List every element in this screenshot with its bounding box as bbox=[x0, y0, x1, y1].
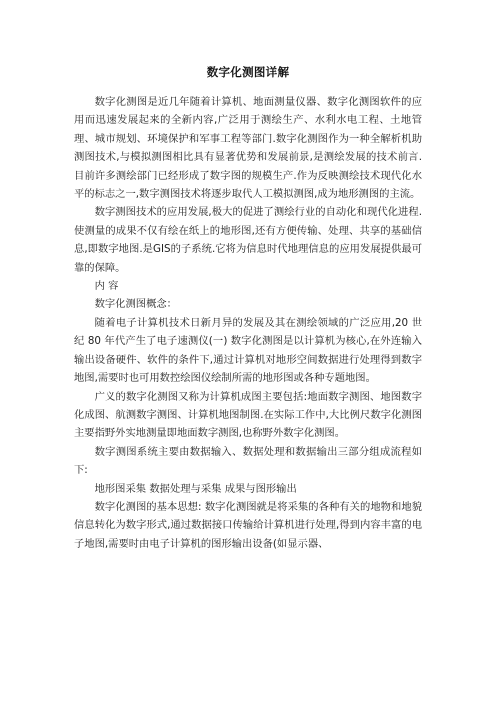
paragraph-basic-idea: 数字化测图的基本思想: 数字化测图就是将采集的各种有关的地物和地貌信息转化为数字形式,通过数据接口传输给计算机进行处理,得到内容丰富的电子地图,需要时由电子计算机的图形输出设备(如显示器、 bbox=[74, 500, 422, 550]
document-body bbox=[74, 93, 422, 553]
document-title: 数字化测图详解 bbox=[206, 65, 290, 79]
paragraph-concept: 随着电子计算机技术日新月异的发展及其在测绘领域的广泛应用,20 世纪 80 年代产生了电子速测仪(一) 数字化测图是以计算机为核心,在外连输入输出设备硬件、软件的条件下,通过计算机对地形空间数据进行处理得到数字地图,需要时也可用数控绘图仪绘制所需的地形图或各种专题地图。 bbox=[74, 316, 422, 385]
section-heading-content: 内 容 bbox=[94, 280, 119, 293]
paragraph-broad-definition: 广义的数字化测图又称为计算机成图主要包括:地面数字测图、地图数字化成图、航测数字测图、计算机地图制图.在实际工作中,大比例尺数字化测图主要指野外实地测量即地面数字测图,也称野外数字化测图。 bbox=[74, 390, 422, 440]
paragraph-intro: 数字化测图是近几年随着计算机、地面测量仪器、数字化测图软件的应用而迅速发展起来的全新内容,广泛用于测绘生产、水利水电工程、土地管理、城市规划、环境保护和军事工程等部门.数字化测图作为一种全解析机助测图技术,与模拟测图相比具有显著优势和发展前景,是测绘发展的技术前言.目前许多测绘部门已经形成了数字图的规模生产.作为反映测绘技术现代化水平的标志之一,数字测图技术将逐步取代人工模拟测图,成为地形测图的主流。 bbox=[74, 96, 422, 201]
paragraph-system-components: 数字测图系统主要由数据输入、数据处理和数据输出三部分组成流程如下: bbox=[74, 445, 422, 477]
paragraph-flow: 地形图采集 数据处理与采集 成果与图形输出 bbox=[94, 482, 297, 495]
paragraph-application: 数字测图技术的应用发展,极大的促进了测绘行业的自动化和现代化进程.使测量的成果不仅有绘在纸上的地形图,还有方便传输、处理、共享的基础信息,即数字地图.是GIS的子系统.它将为信息时代地理信息的应用发展提供最可靠的保障。 bbox=[74, 206, 422, 274]
section-heading-concept: 数字化测图概念： bbox=[94, 298, 177, 311]
